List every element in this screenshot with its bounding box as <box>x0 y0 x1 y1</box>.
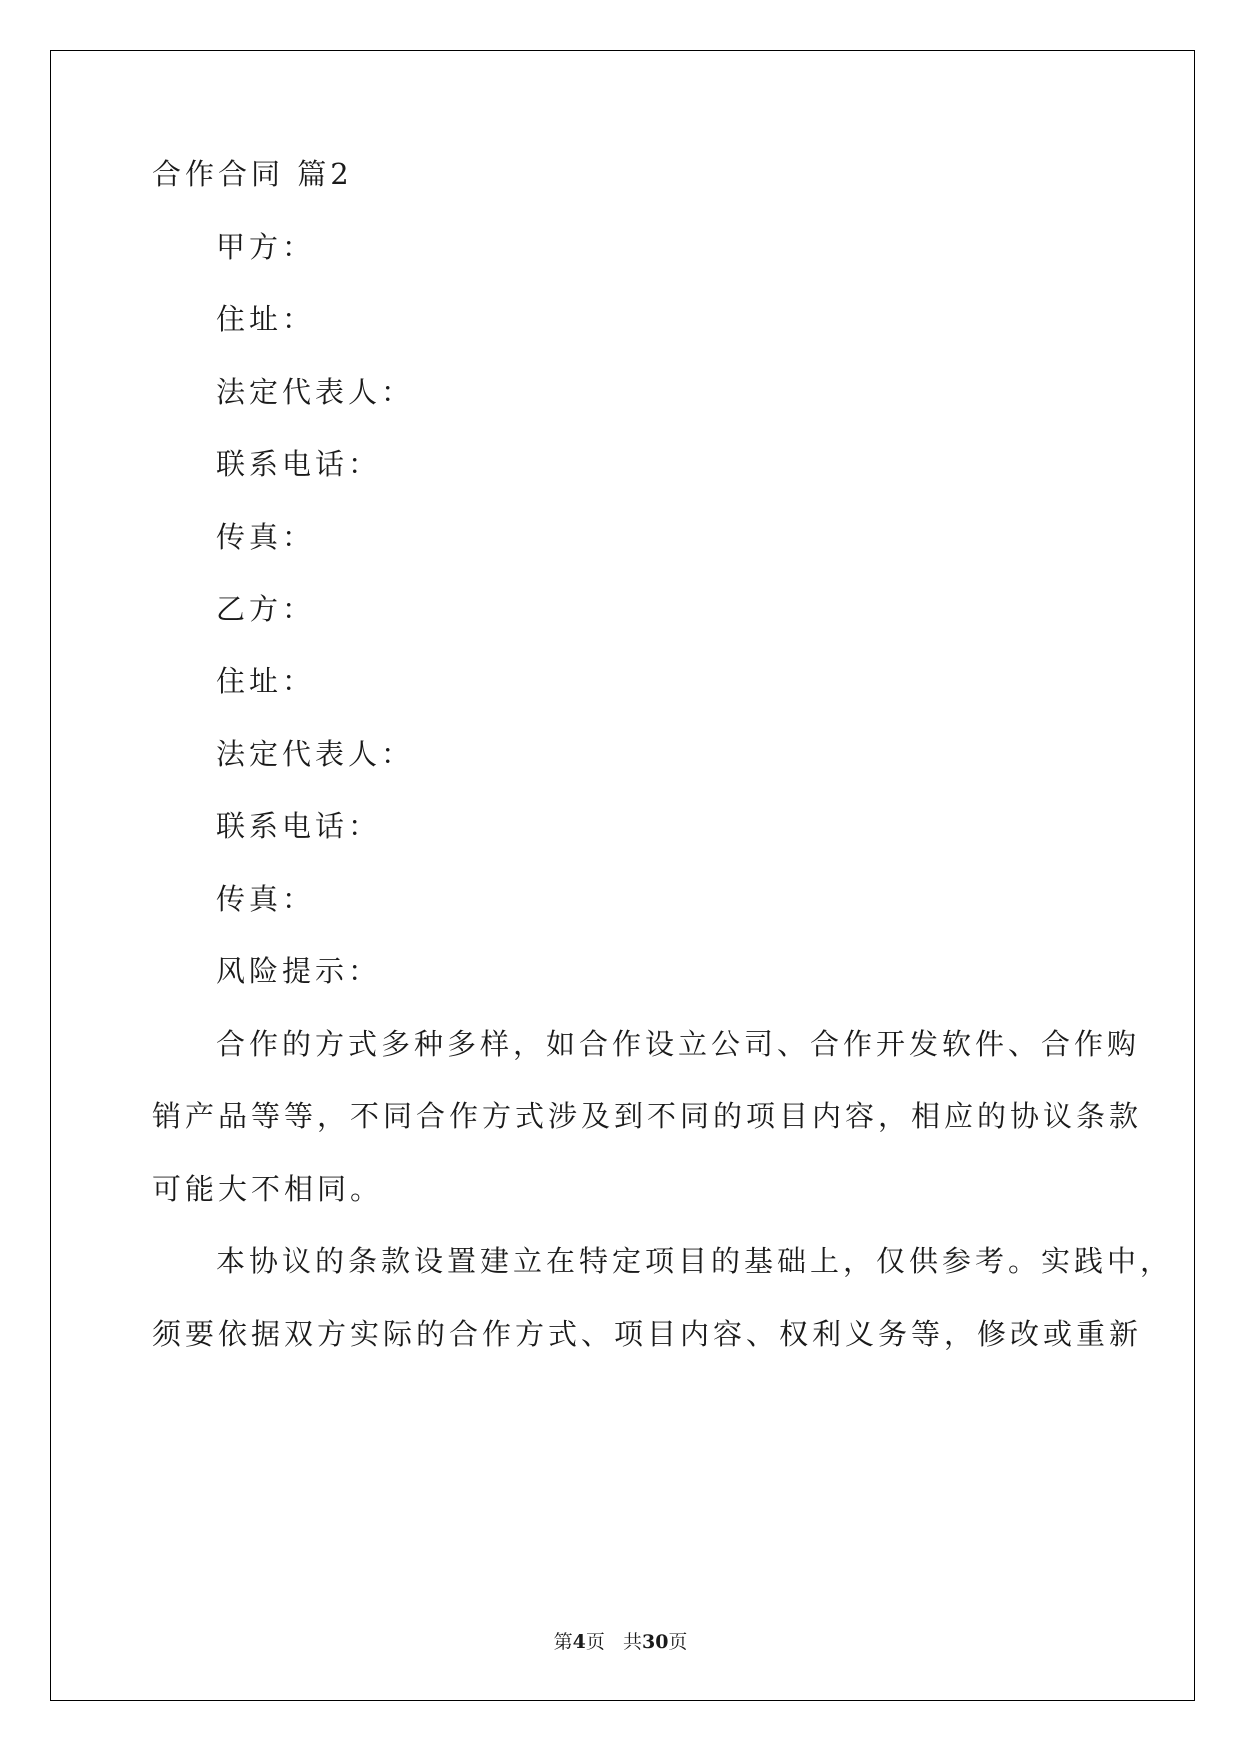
risk-notice-heading: 风险提示： <box>216 954 382 988</box>
footer-total-pages: 30 <box>641 1631 669 1653</box>
footer-page-number: 4 <box>572 1631 586 1653</box>
page-footer <box>0 1627 1241 1654</box>
field-address-b: 住址： <box>216 664 316 698</box>
document-heading: 合作合同 篇2 <box>152 157 353 191</box>
page-border <box>50 50 1195 1701</box>
paragraph-1-line-2: 销产品等等，不同合作方式涉及到不同的项目内容，相应的协议条款 <box>152 1099 1143 1133</box>
field-fax-a: 传真： <box>216 520 316 554</box>
field-phone-a: 联系电话： <box>216 447 382 481</box>
field-legal-rep-b: 法定代表人： <box>216 737 415 771</box>
footer-page-suffix: 页 <box>585 1631 605 1653</box>
footer-total-suffix: 页 <box>668 1631 688 1653</box>
paragraph-1-line-1: 合作的方式多种多样，如合作设立公司、合作开发软件、合作购 <box>216 1027 1141 1061</box>
paragraph-2-line-2: 须要依据双方实际的合作方式、项目内容、权利义务等，修改或重新 <box>152 1317 1143 1351</box>
field-legal-rep-a: 法定代表人： <box>216 375 415 409</box>
paragraph-1-line-3: 可能大不相同。 <box>152 1172 384 1206</box>
footer-prefix: 第 <box>553 1631 573 1653</box>
footer-total-prefix: 共 <box>622 1631 642 1653</box>
paragraph-2-line-1: 本协议的条款设置建立在特定项目的基础上，仅供参考。实践中， <box>216 1244 1174 1278</box>
field-phone-b: 联系电话： <box>216 809 382 843</box>
field-fax-b: 传真： <box>216 882 316 916</box>
field-party-a: 甲方： <box>216 230 316 264</box>
field-address-a: 住址： <box>216 302 316 336</box>
field-party-b: 乙方： <box>216 592 316 626</box>
